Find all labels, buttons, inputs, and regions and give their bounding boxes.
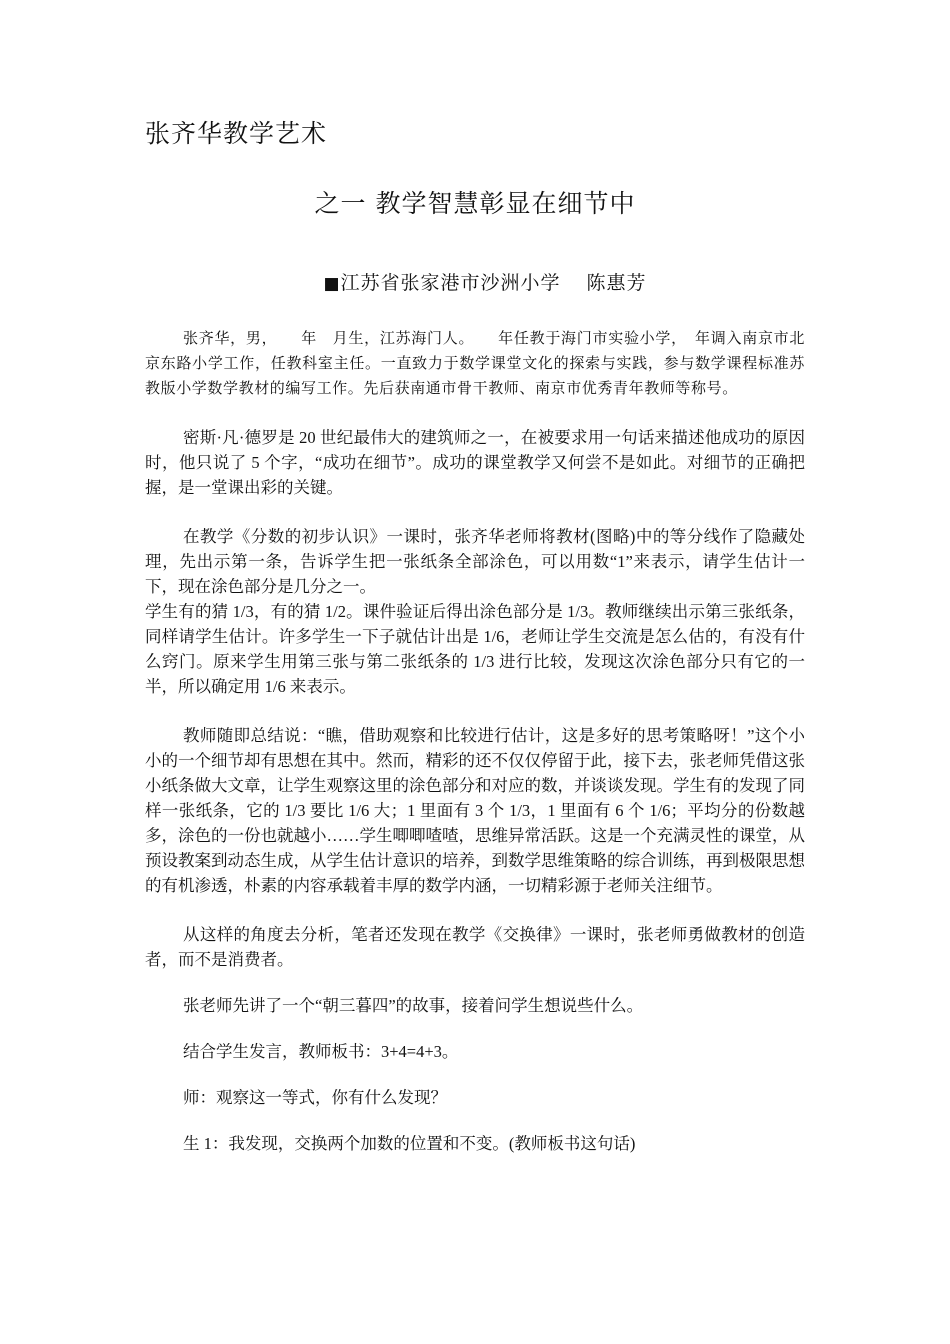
series-title: 张齐华教学艺术 (145, 119, 328, 148)
body-paragraph: 学生有的猜 1/3，有的猜 1/2。课件验证后得出涂色部分是 1/3。教师继续出示第三张纸条，同样请学生估计。许多学生一下子就估计出是 1/6，老师让学生交流是怎么估的，有没有什么窍门。原来学生用第三张与第二张纸条的 1/3 进行比较，发现这次涂色部分只有它的一半，所以确定用 1/6 来表示。 (145, 602, 805, 696)
body-paragraph: 生 1：我发现，交换两个加数的位置和不变。(教师板书这句话) (183, 1134, 636, 1153)
byline-author: 陈惠芳 (586, 272, 647, 294)
author-bio-paragraph: 张齐华，男， 年 月生，江苏海门人。 年任教于海门市实验小学， 年调入南京市北京东路小学工作，任教科室主任。一直致力于数学课堂文化的探索与实践，参与数学课程标准苏教版小学数学教材的编写工作。先后获南通市骨干教师、南京市优秀青年教师等称号。 (145, 329, 805, 397)
article-body (145, 326, 805, 1156)
body-paragraph: 结合学生发言，教师板书：3+4=4+3。 (183, 1042, 459, 1061)
body-paragraph: 密斯·凡·德罗是 20 世纪最伟大的建筑师之一，在被要求用一句话来描述他成功的原因时，他只说了 5 个字，“成功在细节”。成功的课堂教学又何尝不是如此。对细节的正确把握，是一堂课出彩的关键。 (145, 428, 805, 497)
body-paragraph: 在教学《分数的初步认识》一课时，张齐华老师将教材(图略)中的等分线作了隐藏处理，先出示第一条，告诉学生把一张纸条全部涂色，可以用数“1”来表示，请学生估计一下，现在涂色部分是几分之一。 (145, 527, 805, 596)
body-paragraph: 从这样的角度去分析，笔者还发现在教学《交换律》一课时，张老师勇做教材的创造者，而不是消费者。 (145, 925, 805, 969)
body-paragraph: 张老师先讲了一个“朝三暮四”的故事，接着问学生想说些什么。 (183, 996, 644, 1015)
body-paragraph: 教师随即总结说：“瞧，借助观察和比较进行估计，这是多好的思考策略呀！”这个小小的一个细节却有思想在其中。然而，精彩的还不仅仅停留于此，接下去，张老师凭借这张小纸条做大文章，让学生观察这里的涂色部分和对应的数，并谈谈发现。学生有的发现了同样一张纸条，它的 1/3 要比 1/6 大；1 里面有 3 个 1/3，1 里面有 6 个 1/6；平均分的份数越多，涂色的一份也就越小……学生唧唧喳喳，思维异常活跃。这是一个充满灵性的课堂，从预设教案到动态生成，从学生估计意识的培养，到数学思维策略的综合训练，再到极限思想的有机渗透，朴素的内容承载着丰厚的数学内涵，一切精彩源于老师关注细节。 (145, 726, 805, 895)
body-paragraph: 师：观察这一等式，你有什么发现？ (183, 1088, 447, 1107)
square-bullet-icon: ■ (323, 274, 341, 294)
byline (0, 268, 950, 295)
article-title: 之一 教学智慧彰显在细节中 (314, 189, 636, 218)
byline-school: 江苏省张家港市沙洲小学 (340, 272, 561, 294)
